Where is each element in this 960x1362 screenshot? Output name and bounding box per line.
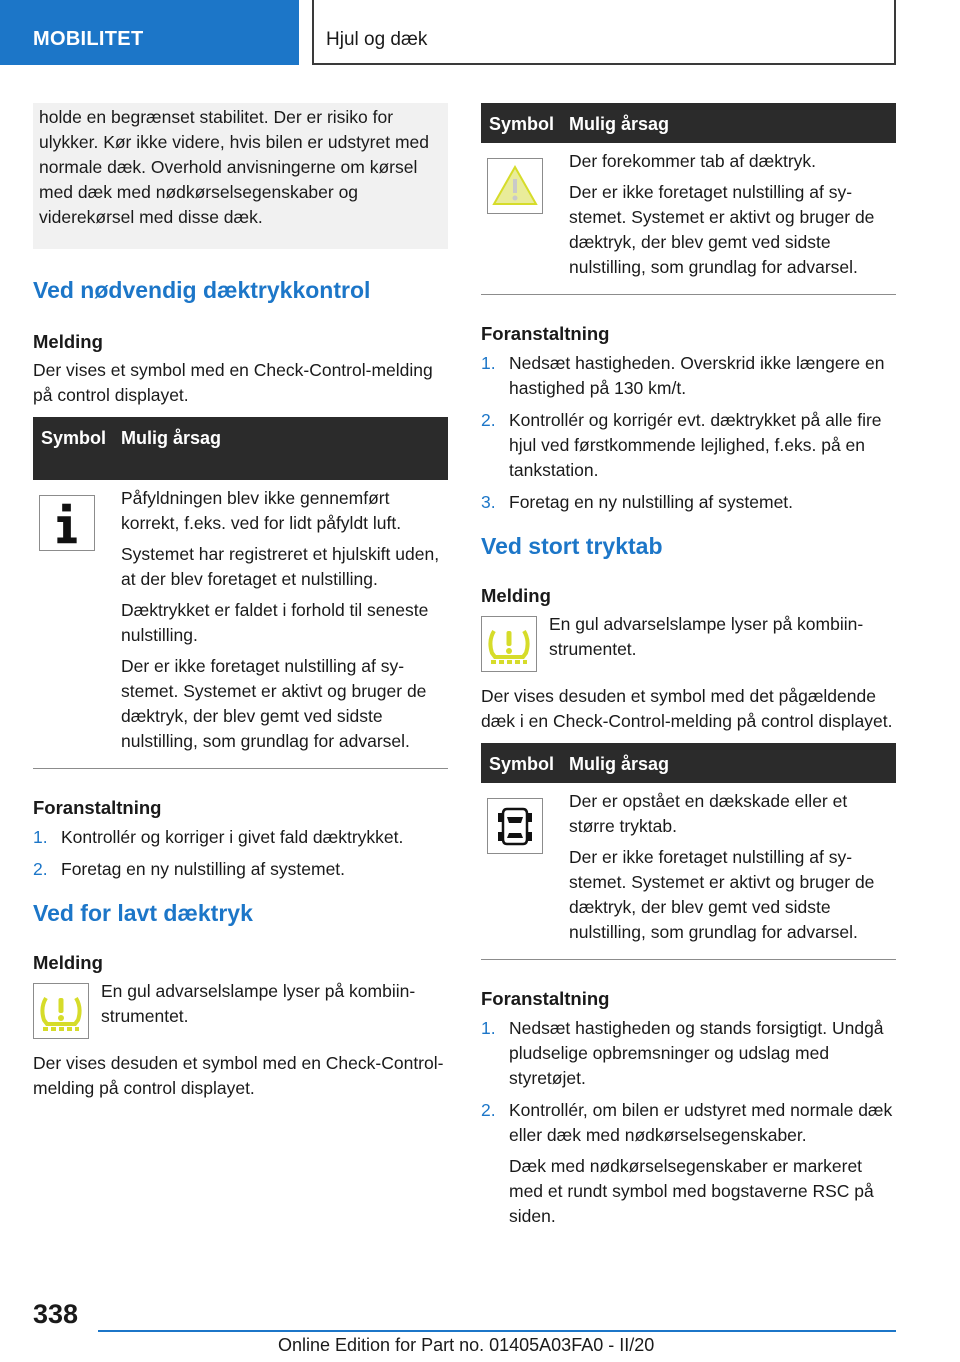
column-header-cause: Mulig årsag (569, 114, 670, 134)
list-item: 1. Nedsæt hastigheden. Overskrid ikke længere en hastighed på 130 km/t. (481, 353, 885, 398)
table-row (33, 480, 448, 769)
cause-text: Systemet har registreret et hjulskift uden, at der blev foretaget et nulstilling. (121, 544, 440, 589)
cause-text: Der er opstået en dækskade eller et større tryktab. (569, 791, 848, 836)
message-heading: Melding (481, 585, 551, 606)
cause-text: Der forekommer tab af dæktryk. (569, 151, 817, 171)
message-heading: Melding (33, 952, 103, 973)
section-tab (0, 0, 299, 65)
action-heading: Foranstaltning (481, 323, 610, 344)
info-icon (39, 495, 95, 551)
cause-text: Der er ikke foretaget nulstilling af systemet. Systemet er aktivt og bruger de dæktryk, der blev gemt ved sidste nulstilling, som grundlag for advarsel. (569, 182, 875, 277)
symbol-table-2 (481, 103, 896, 295)
message-heading: Melding (33, 331, 103, 352)
edition-note: Online Edition for Part no. 01405A03FA0 - II/20 (278, 1335, 655, 1355)
action-list (33, 825, 448, 882)
list-item: 1. Kontrollér og korriger i givet fald dæktrykket. (33, 827, 404, 847)
table-header (481, 103, 896, 143)
column-header-symbol: Symbol (41, 428, 107, 448)
table-header (481, 743, 896, 783)
warning-lamp-row (33, 979, 448, 1039)
action-heading: Foranstaltning (33, 797, 162, 818)
warning-lamp-row (481, 612, 896, 672)
table-row (481, 143, 896, 295)
list-item: 3. Foretag en ny nulstilling af systemet. (481, 492, 794, 512)
table-row (481, 783, 896, 960)
list-item: 2. Foretag en ny nulstilling af systemet. (33, 859, 346, 879)
table-header (33, 417, 448, 480)
column-header-cause: Mulig årsag (121, 428, 222, 448)
cause-text: Der er ikke foretaget nulstilling af systemet. Systemet er aktivt og bruger de dæktryk, der blev gemt ved sidste nulstilling, som grundlag for advarsel. (121, 656, 427, 751)
list-item: 2. Kontrollér og korrigér evt. dæktrykket på alle fire hjul ved førstkommende lejlighed, f.eks. på en tankstation. (481, 410, 882, 480)
left-column (33, 103, 448, 1101)
column-header-cause: Mulig årsag (569, 754, 670, 774)
action-list (481, 351, 896, 515)
action-note: Dæk med nødkørselsegenskaber er markeret med et rundt symbol med bogstaverne RSC på siden. (509, 1156, 874, 1226)
section-title: MOBILITET (33, 28, 144, 50)
heading-low-pressure: Ved for lavt dæktryk (33, 900, 253, 926)
lamp-text: En gul advarselslampe lyser på kombiinstrumentet. (101, 981, 416, 1026)
warning-callout: holde en begrænset stabilitet. Der er risiko for ulykker. Kør ikke videre, hvis bilen er udstyret med normale dæk. Overhold anvisningerne om kørsel med dæk med nødkørselsegenskaber og viderekørsel med disse dæk. (33, 103, 448, 249)
lamp-text: En gul advarselslampe lyser på kombiinstrumentet. (549, 614, 864, 659)
list-item: 2. Kontrollér, om bilen er udstyret med normale dæk eller dæk med nødkørselsegenskaber. Dæk med nødkørselsegenskaber er markeret med et rundt symbol med bogstaverne RSC på siden. (481, 1098, 896, 1229)
column-header-symbol: Symbol (489, 754, 555, 774)
cause-text: Dæktrykket er faldet i forhold til seneste nulstilling. (121, 600, 429, 645)
chapter-title: Hjul og dæk (326, 29, 428, 50)
action-heading: Foranstaltning (481, 988, 610, 1009)
warning-triangle-icon (487, 158, 543, 214)
symbol-table-3 (481, 743, 896, 960)
action-list (481, 1016, 896, 1229)
page-number: 338 (33, 1299, 79, 1329)
cause-text: Der er ikke foretaget nulstilling af systemet. Systemet er aktivt og bruger de dæktryk, der blev gemt ved sidste nulstilling, som grundlag for advarsel. (569, 847, 875, 942)
symbol-table-1 (33, 417, 448, 769)
column-header-symbol: Symbol (489, 114, 555, 134)
tire-pressure-warning-icon (481, 616, 537, 672)
message-intro: Der vises desuden et symbol med det pågældende dæk i en Check-Control-melding på control displayet. (481, 686, 893, 731)
car-tires-icon (487, 798, 543, 854)
heading-required-check: Ved nødvendig dæktrykkontrol (33, 277, 371, 303)
heading-big-pressure-loss: Ved stort tryktab (481, 533, 663, 559)
right-column (481, 103, 896, 1236)
message-intro: Der vises et symbol med en Check-Control-melding på control displayet. (33, 360, 433, 405)
message-intro: Der vises desuden et symbol med en Check-Control-melding på control displayet. (33, 1053, 444, 1098)
list-item: 1. Nedsæt hastigheden og stands forsigtigt. Undgå pludselige opbremsninger og udslag med styretøjet. (481, 1018, 884, 1088)
cause-text: Påfyldningen blev ikke gennemført korrekt, f.eks. ved for lidt påfyldt luft. (121, 488, 402, 533)
tire-pressure-warning-icon (33, 983, 89, 1039)
footer-divider (98, 1330, 896, 1332)
chapter-tab (312, 0, 896, 65)
